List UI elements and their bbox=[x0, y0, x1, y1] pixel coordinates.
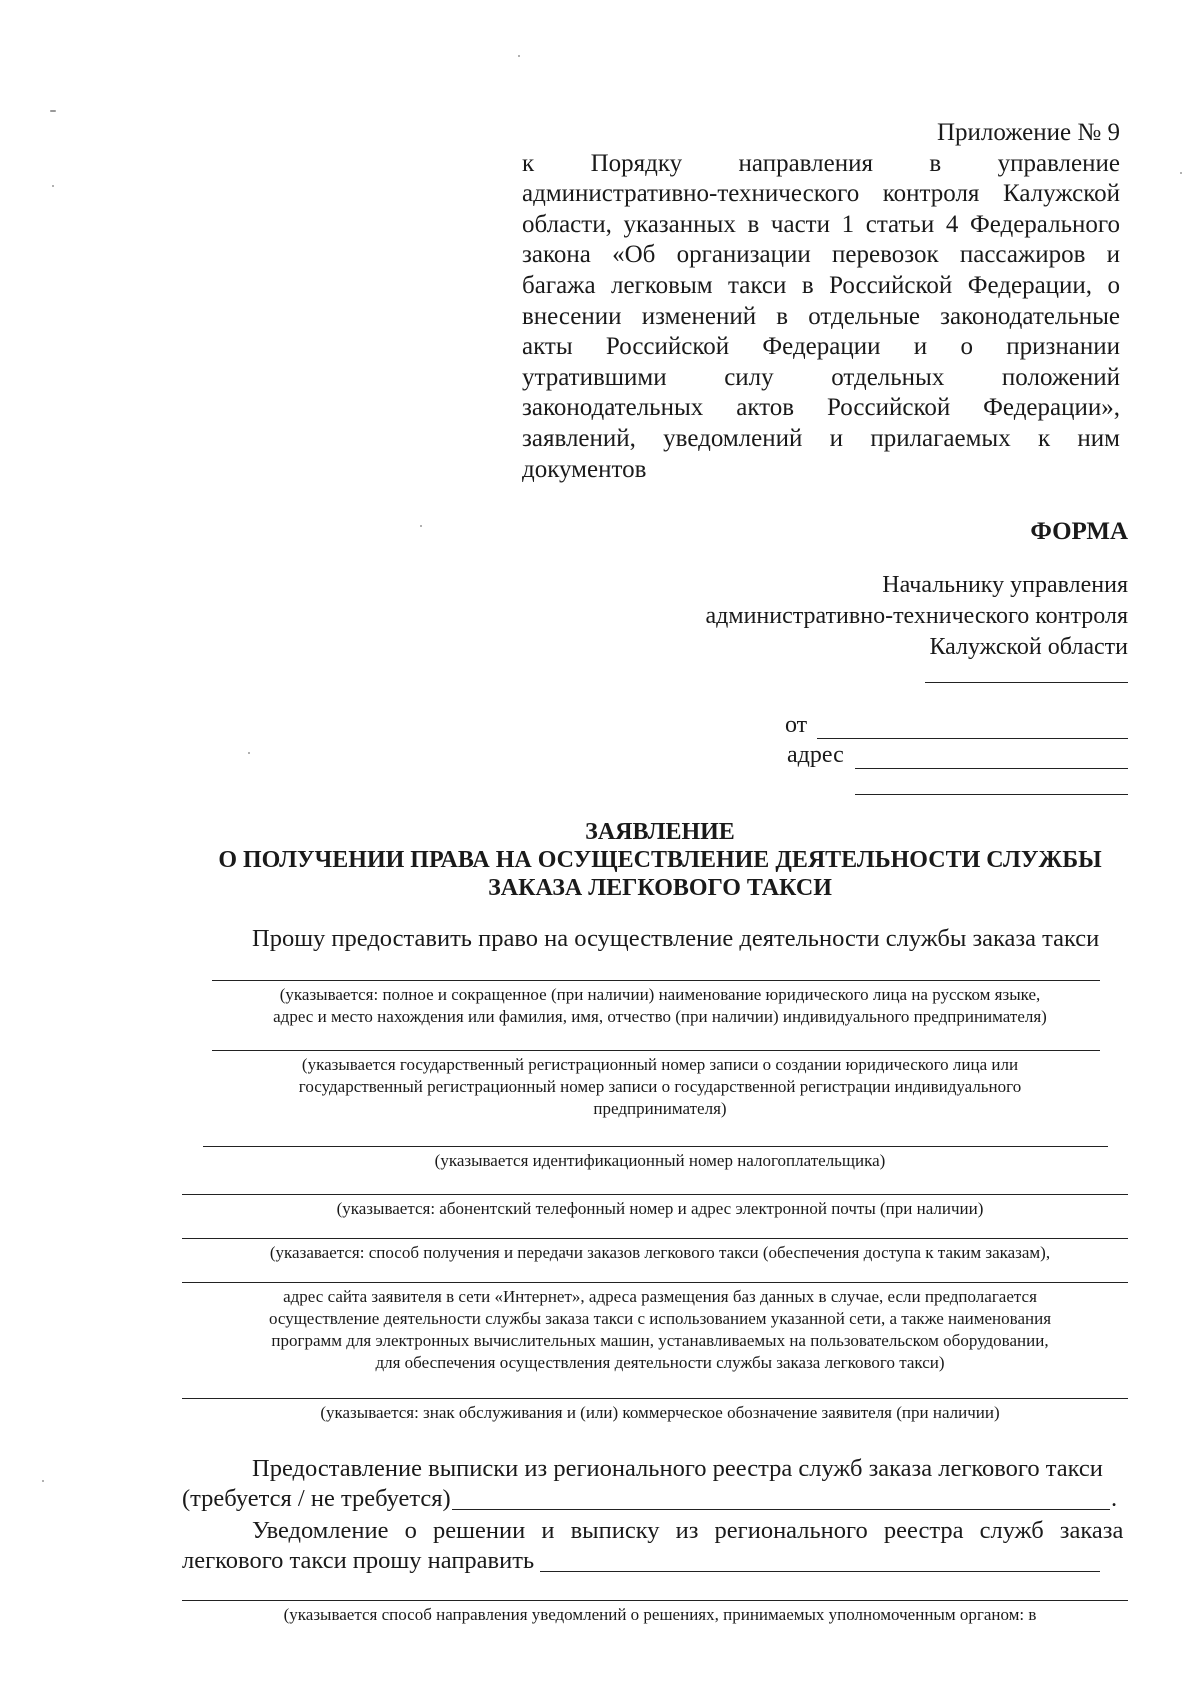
appendix-header: Приложение № 9 bbox=[936, 119, 1120, 146]
addressee-line: Начальнику управления bbox=[882, 572, 1128, 598]
from-field[interactable] bbox=[817, 738, 1128, 739]
hint-line: (указывается способ направления уведомлений о решениях, принимаемых уполномоченным органом: в bbox=[283, 1605, 1037, 1624]
notification-paragraph-line1: Уведомление о решении и выписку из регионального реестра служб заказа bbox=[252, 1517, 1124, 1544]
addressee-line: административно-технического контроля bbox=[705, 603, 1128, 629]
hint-line: (указавается: способ получения и передачи заказов легкового такси (обеспечения доступа к таким заказам), bbox=[269, 1243, 1051, 1262]
hint-mark bbox=[180, 1402, 1140, 1424]
extract-period: . bbox=[1111, 1485, 1118, 1512]
hint-inn bbox=[180, 1150, 1140, 1172]
scan-speck bbox=[52, 185, 54, 187]
notification-method-field-continued[interactable] bbox=[182, 1600, 1128, 1601]
extract-paragraph-line2: (требуется / не требуется) bbox=[182, 1485, 451, 1512]
extract-required-field[interactable] bbox=[452, 1509, 1110, 1510]
order-method-field[interactable] bbox=[182, 1238, 1128, 1239]
hint-line: (указывается: абонентский телефонный номер и адрес электронной почты (при наличии) bbox=[336, 1199, 984, 1218]
appendix-block bbox=[522, 118, 1120, 485]
from-label: от bbox=[785, 712, 808, 738]
hint-line: осуществление деятельности службы заказа такси с использованием указанной сети, а также наименования bbox=[268, 1309, 1052, 1328]
title-line: О ПОЛУЧЕНИИ ПРАВА НА ОСУЩЕСТВЛЕНИЕ ДЕЯТЕЛЬНОСТИ СЛУЖБЫ bbox=[218, 847, 1102, 873]
notification-paragraph-line2: легкового такси прошу направить bbox=[182, 1547, 535, 1574]
address-field-continued[interactable] bbox=[855, 794, 1128, 795]
phone-email-field[interactable] bbox=[182, 1194, 1128, 1195]
scan-speck bbox=[50, 110, 56, 112]
scan-speck bbox=[420, 525, 422, 527]
applicant-name-field[interactable] bbox=[212, 980, 1100, 981]
hint-site bbox=[180, 1286, 1140, 1374]
scan-speck bbox=[42, 1480, 44, 1482]
appendix-text: к Порядку направления в управление административно-технического контроля Калужской области, указанных в части 1 статьи 4 Федерального закона «Об организации перевозок пассажиров и багажа легковым такси в Российской Федерации, о внесении изменений в отдельные законодательные акты Российской Федерации и о признании утратившими силу отдельных положений законодательных актов Российской Федерации», заявлений, уведомлений и прилагаемых к ним документов bbox=[522, 149, 1120, 483]
registration-number-field[interactable] bbox=[212, 1050, 1100, 1051]
hint-line: (указывается: знак обслуживания и (или) коммерческое обозначение заявителя (при наличии) bbox=[320, 1403, 1000, 1422]
order-method-field-continued[interactable] bbox=[182, 1282, 1128, 1283]
hint-line: программ для электронных вычислительных машин, устанавливаемых на пользовательском оборудовании, bbox=[271, 1331, 1049, 1350]
hint-line: (указывается государственный регистрационный номер записи о создании юридического лица или bbox=[301, 1055, 1019, 1074]
service-mark-field[interactable] bbox=[182, 1398, 1128, 1399]
addressee-block bbox=[706, 570, 1128, 663]
address-field[interactable] bbox=[855, 768, 1128, 769]
title-line: ЗАЯВЛЕНИЕ bbox=[585, 819, 735, 845]
form-label: ФОРМА bbox=[1030, 518, 1128, 545]
hint-line: (указывается идентификационный номер налогоплательщика) bbox=[434, 1151, 886, 1170]
scan-speck bbox=[248, 752, 250, 754]
extract-paragraph-line1: Предоставление выписки из регионального реестра служб заказа легкового такси bbox=[252, 1455, 1103, 1482]
hint-line: предпринимателя) bbox=[593, 1099, 727, 1118]
hint-notify bbox=[180, 1604, 1140, 1626]
address-label: адрес bbox=[787, 742, 844, 768]
inn-field[interactable] bbox=[203, 1146, 1108, 1147]
scan-speck bbox=[518, 55, 520, 57]
title-line: ЗАКАЗА ЛЕГКОВОГО ТАКСИ bbox=[488, 875, 832, 901]
request-text: Прошу предоставить право на осуществление деятельности службы заказа такси bbox=[252, 925, 1100, 952]
document-title bbox=[120, 818, 1200, 902]
hint-line: (указывается: полное и сокращенное (при наличии) наименование юридического лица на русском языке, bbox=[279, 985, 1041, 1004]
hint-line: для обеспечения осуществления деятельности службы заказа легкового такси) bbox=[375, 1353, 945, 1372]
hint-line: адрес сайта заявителя в сети «Интернет», адреса размещения баз данных в случае, если предполагается bbox=[283, 1287, 1037, 1306]
hint-phone bbox=[180, 1198, 1140, 1220]
addressee-name-field[interactable] bbox=[925, 682, 1128, 683]
hint-line: государственный регистрационный номер записи о государственной регистрации индивидуального bbox=[298, 1077, 1022, 1096]
hint-method bbox=[180, 1242, 1140, 1264]
hint-name bbox=[180, 984, 1140, 1028]
hint-registration bbox=[180, 1054, 1140, 1120]
notification-method-field[interactable] bbox=[540, 1571, 1100, 1572]
scan-speck bbox=[1180, 172, 1182, 174]
addressee-line: Калужской области bbox=[929, 634, 1128, 660]
hint-line: адрес и место нахождения или фамилия, имя, отчество (при наличии) индивидуального предпринимателя) bbox=[273, 1007, 1047, 1026]
